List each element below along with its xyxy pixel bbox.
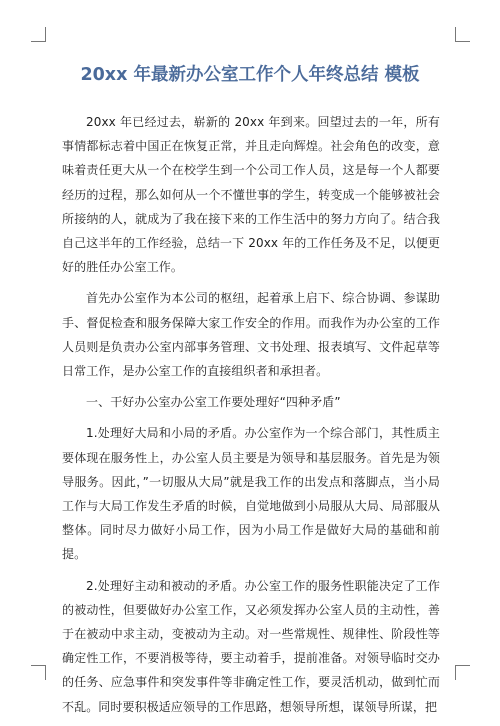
paragraph-intro: 20xx 年已经过去，崭新的 20xx 年到来。回望过去的一年，所有事情都标志着中国正在恢复正常，并且走向辉煌。社会角色的改变，意味着责任更大从一个在校学生到一个公司工作人员，这是每一个人都要经历的过程，那么如何从一个不懂世事的学生，转变成一个能够被社会所接纳的人，就成为了我在接下来的工作生活中的努力方向了。结合我自己这半年的工作经验，总结一下 20xx 年的工作任务及不足，以便更好的胜任办公室工作。 bbox=[62, 115, 440, 275]
crop-mark-top-left bbox=[31, 27, 46, 42]
document-title: 20xx 年最新办公室工作个人年终总结 模板 bbox=[80, 65, 420, 85]
paragraph-office-role: 首先办公室作为本公司的枢纽，起着承上启下、综合协调、参谋助手、督促检查和服务保障大家工作安全的作用。而我作为办公室的工作人员则是负责办公室内部事务管理、文书处理、报表填写、文件起草等日常工作，是办公室工作的直接组织者和承担者。 bbox=[62, 291, 440, 379]
section-heading: 一、干好办公室办公室工作要处理好“四种矛盾” bbox=[86, 395, 341, 410]
paragraph-point-2: 2.处理好主动和被动的矛盾。办公室工作的服务性职能决定了工作的被动性，但要做好办公室工作，又必须发挥办公室人员的主动性，善于在被动中求主动，变被动为主动。对一些常规性、规律性、阶段性等确定性工作，不要消极等待，要主动着手，提前准备。对领导临时交办的任务、应急事件和突发事件等非确定性工作，要灵活机动，做到忙而不乱。同时要积极适应领导的工作思路，想领导所想，谋领导所谋，把 bbox=[62, 578, 440, 714]
crop-mark-bottom-right bbox=[455, 665, 470, 680]
crop-mark-bottom-left bbox=[31, 665, 46, 680]
crop-mark-top-right bbox=[455, 27, 470, 42]
paragraph-point-1: 1.处理好大局和小局的矛盾。办公室作为一个综合部门，其性质主要体现在服务性上，办公室人员主要是为领导和基层服务。首先是为领导服务。因此，”一切服从大局”就是我工作的出发点和落脚点，当小局工作与大局工作发生矛盾的时候，自觉地做到小局服从大局、局部服从整体。同时尽力做好小局工作，因为小局工作是做好大局的基础和前提。 bbox=[62, 426, 440, 562]
document-body bbox=[62, 110, 440, 726]
